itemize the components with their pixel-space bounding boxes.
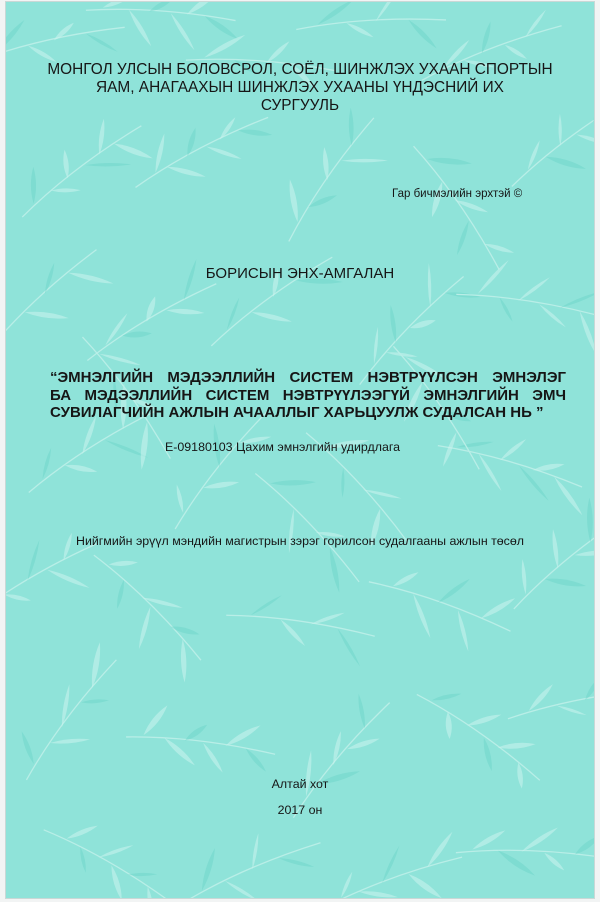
bamboo-sprig-icon — [6, 636, 143, 797]
institution-line-1: МОНГОЛ УЛСЫН БОЛОВСРОЛ, СОЁЛ, ШИНЖЛЭХ УХААН СПОРТЫН — [47, 61, 553, 78]
thesis-title-line-2: БА МЭДЭЭЛЛИЙН СИСТЕМ НЭВТРҮҮЛЭЭГҮЙ ЭМНЭЛГИЙН ЭМЧ — [50, 386, 566, 404]
institution-name — [6, 61, 594, 116]
thesis-title-line-1: “ЭМНЭЛГИЙН МЭДЭЭЛЛИЙН СИСТЕМ НЭВТРҮҮЛСЭН ЭМНЭЛЭГ — [50, 369, 566, 386]
thesis-cover — [6, 2, 594, 898]
bamboo-sprig-icon — [310, 826, 474, 898]
bamboo-sprig-icon — [197, 238, 350, 369]
bamboo-sprig-icon — [123, 699, 280, 780]
year: 2017 он — [277, 803, 323, 817]
bamboo-sprig-icon — [488, 483, 594, 632]
thesis-title-line-3: СУВИЛАГЧИЙН АЖЛЫН АЧААЛЛЫГ ХАРЬЦУУЛЖ СУДАЛСАН НЬ ” — [50, 404, 544, 422]
bamboo-sprig-icon — [69, 536, 224, 691]
bamboo-sprig-icon — [503, 664, 594, 732]
bamboo-sprig-icon — [430, 414, 594, 517]
bamboo-sprig-icon — [259, 98, 404, 262]
bamboo-sprig-icon — [233, 446, 387, 604]
city-name: Алтай хот — [271, 777, 329, 791]
bamboo-sprig-icon — [168, 808, 333, 898]
bamboo-sprig-icon — [455, 821, 594, 882]
copyright-notice: Гар бичмэлийн эрхтэй © — [392, 188, 523, 200]
bamboo-sprig-icon — [294, 2, 447, 57]
institution-line-2: ЯАМ, АНАГААХЫН ШИНЖЛЭХ УХААНЫ ҮНДЭСНИЙ ИХ — [96, 79, 504, 97]
bamboo-sprig-icon — [221, 586, 378, 669]
program-code: Е-09180103 Цахим эмнэлгийн удирдлага — [165, 440, 401, 454]
degree-description: Нийгмийн эрүүл мэндийн магистрын зэрэг горилсон судалгааны ажлын төсөл — [76, 534, 524, 548]
bamboo-sprig-icon — [6, 99, 162, 243]
author-name: БОРИСЫН ЭНХ-АМГАЛАН — [205, 265, 395, 282]
bamboo-sprig-icon — [392, 124, 531, 286]
bamboo-sprig-icon — [357, 546, 522, 665]
thesis-title — [50, 369, 566, 422]
institution-line-3: СУРГУУЛЬ — [260, 97, 340, 115]
